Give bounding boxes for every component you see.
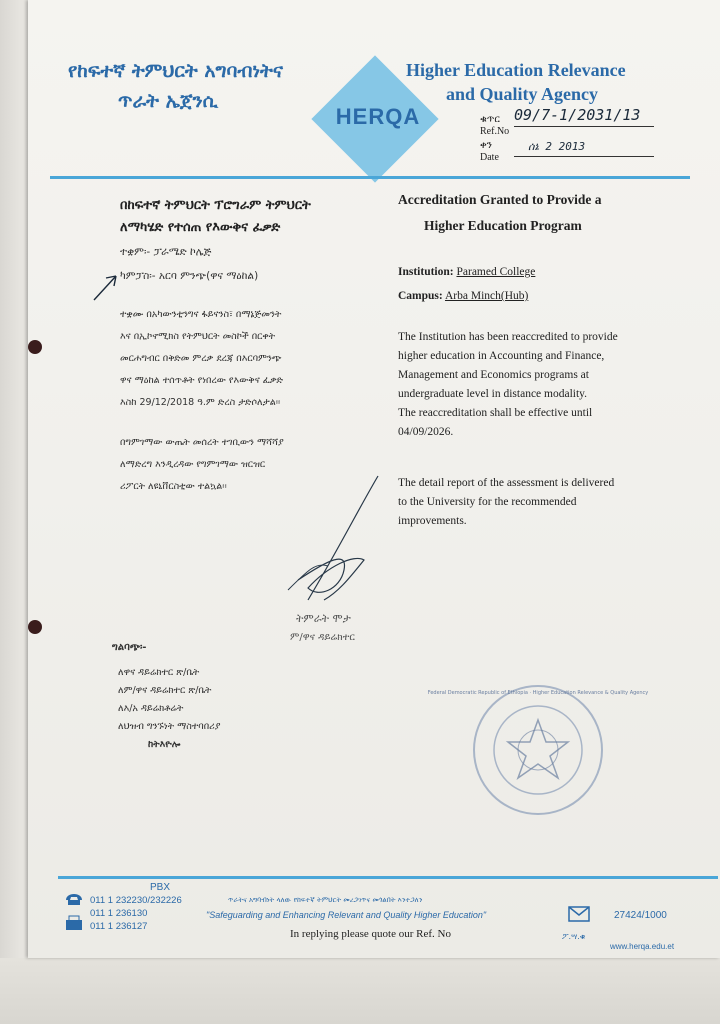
english-para1-line: The Institution has been reaccredited to provide <box>398 331 618 343</box>
phone-number: 011 1 236130 <box>90 908 148 919</box>
footer-divider <box>58 876 718 879</box>
institution-line <box>398 266 535 278</box>
agency-name-amharic-1: የከፍተኛ ትምህርት አግባብነትና <box>68 60 283 82</box>
english-para2-line: 04/09/2026. <box>398 426 454 438</box>
signatory-name: ትምራት ሞታ <box>296 612 351 625</box>
amharic-title-2: ለማካሄድ የተሰጠ የእውቅና ፈቃድ <box>120 220 281 235</box>
amharic-campus: ካምፓስ፡- አርባ ምንጭ(ዋና ማዕከል) <box>120 270 259 282</box>
ref-label: Ref.No <box>480 126 510 137</box>
official-seal <box>427 680 649 820</box>
agency-name-english-1: Higher Education Relevance <box>406 60 626 80</box>
campus-line <box>398 290 528 302</box>
english-paragraph-3 <box>398 474 614 531</box>
date-label-amharic: ቀን <box>480 140 492 151</box>
english-para1-line: undergraduate level in distance modality. <box>398 388 588 400</box>
english-para3-line: improvements. <box>398 515 467 527</box>
po-box-label: ፖ.ሣ.ቁ <box>562 932 586 941</box>
phone-number: 011 1 236127 <box>90 921 148 932</box>
cc-item: ለህዝብ ግንኙነት ማስተባበሪያ <box>118 721 221 732</box>
english-para2-line: The reaccreditation shall be effective until <box>398 407 593 419</box>
po-box: 27424/1000 <box>614 910 667 921</box>
signatory-title: ም/ዋና ዳይሬክተር <box>290 632 355 643</box>
agency-name-amharic-2: ጥራት ኤጀንሲ <box>118 90 218 112</box>
english-para3-line: to the University for the recommended <box>398 496 577 508</box>
background-surface <box>0 958 720 1024</box>
campus-value: Arba Minch(Hub) <box>444 290 529 302</box>
cc-item: ለም/ዋና ዳይሬክተር ጽ/ቤት <box>118 685 212 696</box>
website: www.herqa.edu.et <box>610 942 675 951</box>
ref-label-amharic: ቁጥር <box>480 114 500 125</box>
date-label: Date <box>480 152 499 163</box>
reply-note: In replying please quote our Ref. No <box>290 928 451 940</box>
english-paragraph-1 <box>398 328 618 442</box>
cc-item: ለዋና ዳይሬክተር ጽ/ቤት <box>118 667 200 678</box>
amharic-para1-line: ዋና ማዕከል ተሰጥቶት የነበረው የእውቅና ፈቃድ <box>120 375 283 386</box>
phone-number: 011 1 232230/232226 <box>90 895 182 906</box>
amharic-para1-line: እስከ 29/12/2018 ዓ.ም ድረስ ታድሶለታል፡፡ <box>120 397 281 408</box>
letter-page <box>28 0 720 958</box>
english-title-1: Accreditation Granted to Provide a <box>398 192 602 207</box>
date-handwritten: ሰኔ 2 2013 <box>528 140 586 153</box>
pbx-label: PBX <box>150 882 171 893</box>
agency-name-english-2: and Quality Agency <box>446 84 599 104</box>
header-divider <box>50 176 690 179</box>
english-title-2: Higher Education Program <box>424 218 582 233</box>
cc-label: ግልባጭ፡- <box>112 642 147 653</box>
amharic-para2-line: በግምገማው ውጤት መሰረት ተገቢውን ማሻሻያ <box>120 437 284 448</box>
fax-icon <box>64 914 84 932</box>
english-para1-line: Management and Economics programs at <box>398 369 589 381</box>
punch-hole-top <box>28 340 42 354</box>
handwritten-signature <box>268 470 418 620</box>
cc-item: ለእ/አ ዳይሬክቶሬት <box>118 703 184 714</box>
english-para1-line: higher education in Accounting and Finance, <box>398 350 605 362</box>
phone-numbers <box>90 894 182 933</box>
amharic-para2-line: ለማድረግ እንዲረዳው የግምገማው ዝርዝር <box>120 459 266 470</box>
motto-amharic: ጥራትና አግባብነት ላለው የከፍተኛ ትምህርት መረጋገጥና መጎልበት እንተጋለን <box>228 896 423 904</box>
ref-underline <box>514 126 654 127</box>
amharic-title-1: በከፍተኛ ትምህርት ፕሮግራም ትምህርት <box>120 198 311 213</box>
envelope-icon <box>568 906 590 922</box>
date-underline <box>514 156 654 157</box>
handwritten-arrow-mark <box>90 270 120 304</box>
motto-english: "Safeguarding and Enhancing Relevant and Quality Higher Education" <box>206 910 487 920</box>
amharic-paragraph-2 <box>120 432 284 498</box>
amharic-para1-line: ተቋሙ በአካውንቲንግና ፋይናንስ፣ በማኔጅመንት <box>120 309 282 320</box>
english-para3-line: The detail report of the assessment is delivered <box>398 477 615 489</box>
cc-list <box>118 664 220 754</box>
institution-value: Paramed College <box>456 266 536 278</box>
ref-number-handwritten: 09/7-1/2031/13 <box>514 106 641 124</box>
amharic-para2-line: ሪፖርት ለዩኒቨርስቲው ተልኳል፡፡ <box>120 481 227 492</box>
seal-ring-text: Federal Democratic Republic of Ethiopia · Higher Education Relevance & Quality Agency <box>427 690 649 696</box>
punch-hole-bottom <box>28 620 42 634</box>
amharic-paragraph-1 <box>120 304 283 414</box>
amharic-para1-line: እና በኢኮኖሚክስ የትምህርት መስኮች በርቀት <box>120 331 276 342</box>
cc-item: ከትእዮሎ <box>148 739 181 750</box>
institution-label: Institution: <box>398 266 454 278</box>
amharic-institution: ተቋም፡- ፓራሜድ ኮሌጅ <box>120 246 212 258</box>
amharic-para1-line: መርሐግብር በቅድመ ምረቃ ደረጃ በእርባምንጭ <box>120 353 282 364</box>
campus-label: Campus: <box>398 290 443 302</box>
phone-icon <box>64 888 84 906</box>
logo-text: HERQA <box>335 104 421 129</box>
